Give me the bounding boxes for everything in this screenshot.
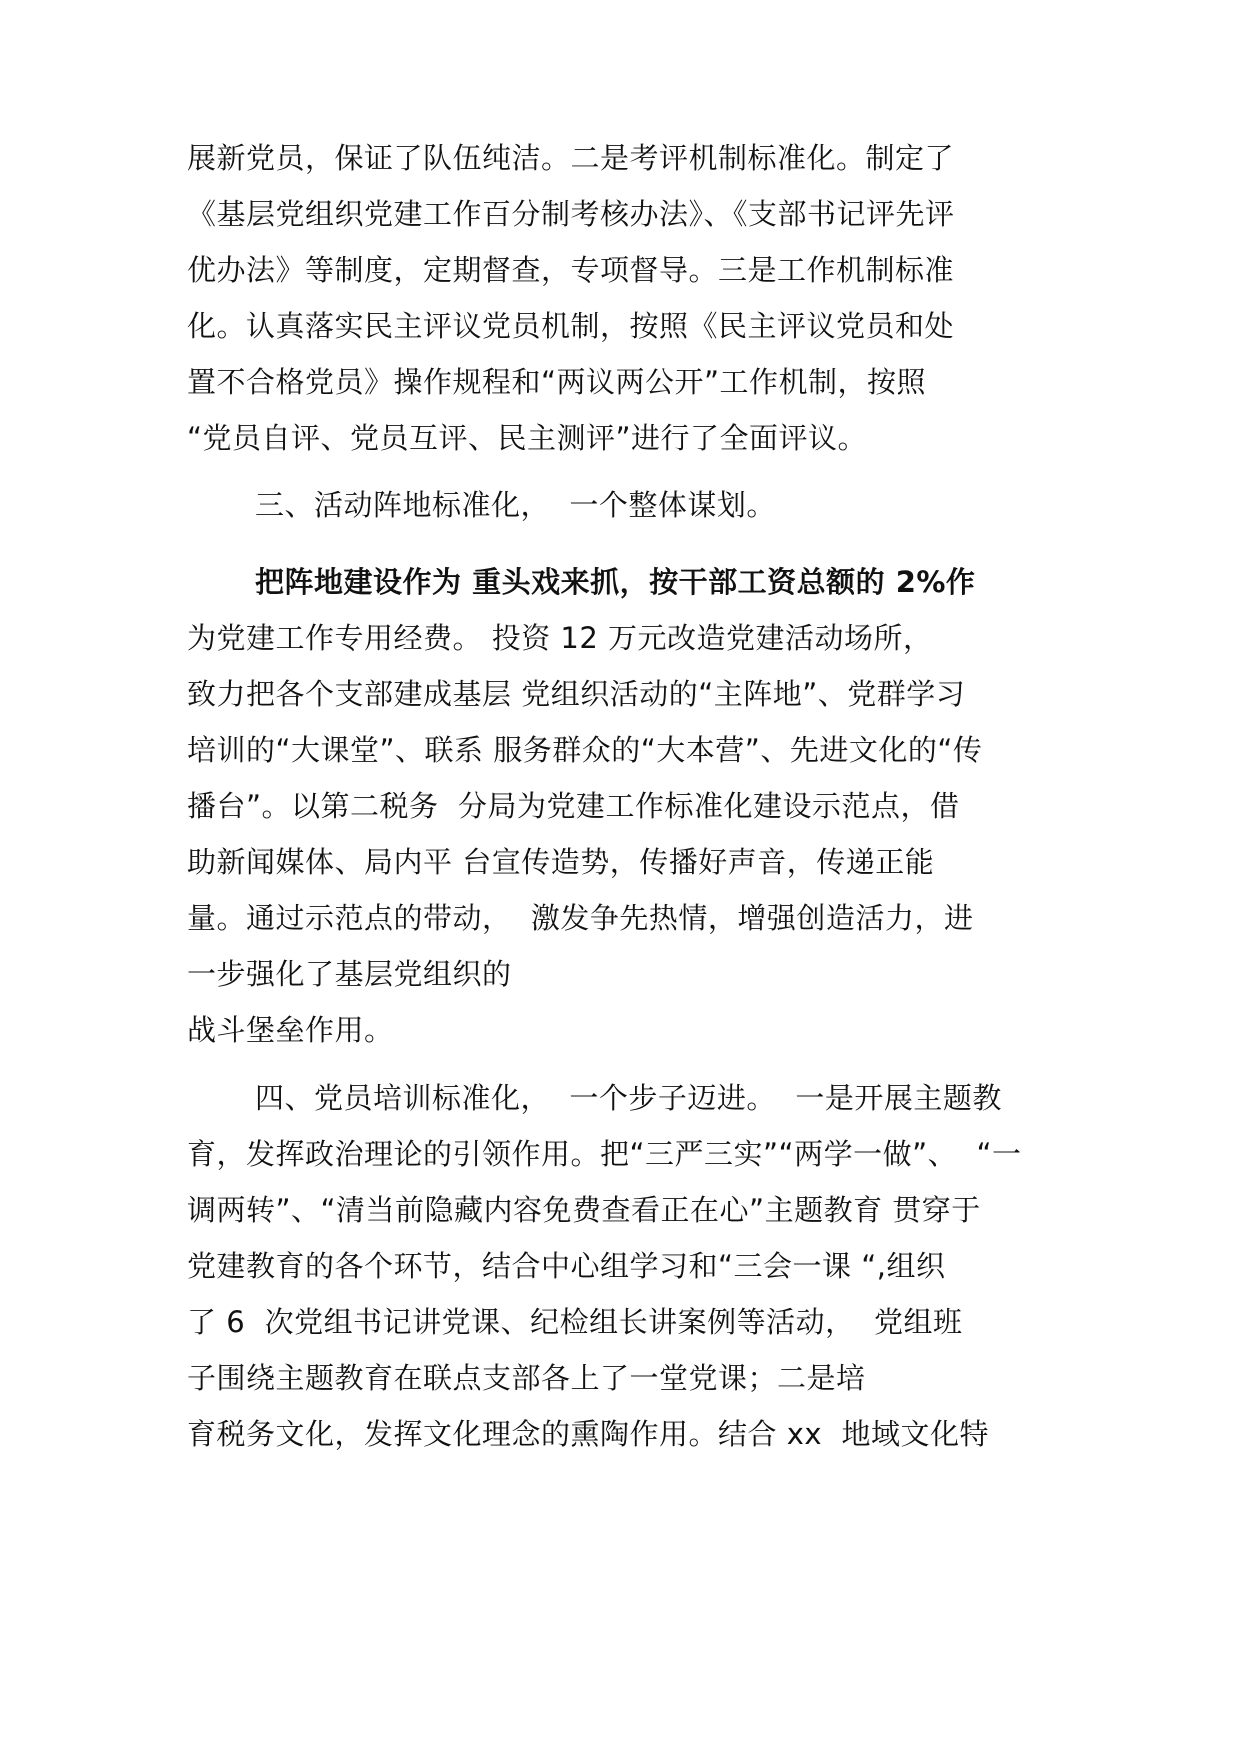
text-line: 子围绕主题教育在联点支部各上了一堂党课；二是培 bbox=[187, 1361, 866, 1395]
text-line: 战斗堡垒作用。 bbox=[187, 1013, 394, 1047]
text-line: “党员自评、党员互评、民主测评”进行了全面评议。 bbox=[187, 421, 868, 455]
text-line: 致力把各个支部建成基层 党组织活动的“主阵地”、党群学习 bbox=[187, 677, 966, 711]
text-line: 为党建工作专用经费。 投资 12 万元改造党建活动场所， bbox=[187, 621, 933, 655]
text-line: 量。通过示范点的带动， 激发争先热情，增强创造活力，进 bbox=[187, 901, 974, 935]
text-line: 《基层党组织党建工作百分制考核办法》、《支部书记评先评 bbox=[187, 197, 955, 231]
text-line: 党建教育的各个环节，结合中心组学习和“三会一课 “,组织 bbox=[187, 1249, 946, 1283]
text-line: 把阵地建设作为 重头戏来抓，按干部工资总额的 2%作 bbox=[255, 565, 976, 599]
section-heading: 四、党员培训标准化， 一个步子迈进。 一是开展主题教 bbox=[255, 1081, 1002, 1115]
text-line: 育税务文化，发挥文化理念的熏陶作用。结合 xx 地域文化特 bbox=[187, 1417, 989, 1451]
text-line: 培训的“大课堂”、联系 服务群众的“大本营”、先进文化的“传 bbox=[187, 733, 983, 767]
text-line: 调两转”、“清当前隐藏内容免费查看正在心”主题教育 贯穿于 bbox=[187, 1193, 981, 1227]
text-line: 置不合格党员》操作规程和“两议两公开”工作机制，按照 bbox=[187, 365, 927, 399]
text-line: 优办法》等制度，定期督查，专项督导。三是工作机制标准 bbox=[187, 253, 955, 287]
text-line: 一步强化了基层党组织的 bbox=[187, 957, 512, 991]
text-line: 育，发挥政治理论的引领作用。把“三严三实”“两学一做”、 “一 bbox=[187, 1137, 1022, 1171]
text-line: 了 6 次党组书记讲党课、纪检组长讲案例等活动， 党组班 bbox=[187, 1305, 963, 1339]
text-line: 播台”。以第二税务 分局为党建工作标准化建设示范点，借 bbox=[187, 789, 960, 823]
section-heading: 三、活动阵地标准化， 一个整体谋划。 bbox=[255, 488, 776, 522]
text-line: 化。认真落实民主评议党员机制，按照《民主评议党员和处 bbox=[187, 309, 955, 343]
text-line: 助新闻媒体、局内平 台宣传造势，传播好声音，传递正能 bbox=[187, 845, 935, 879]
text-line: 展新党员，保证了队伍纯洁。二是考评机制标准化。制定了 bbox=[187, 141, 955, 175]
